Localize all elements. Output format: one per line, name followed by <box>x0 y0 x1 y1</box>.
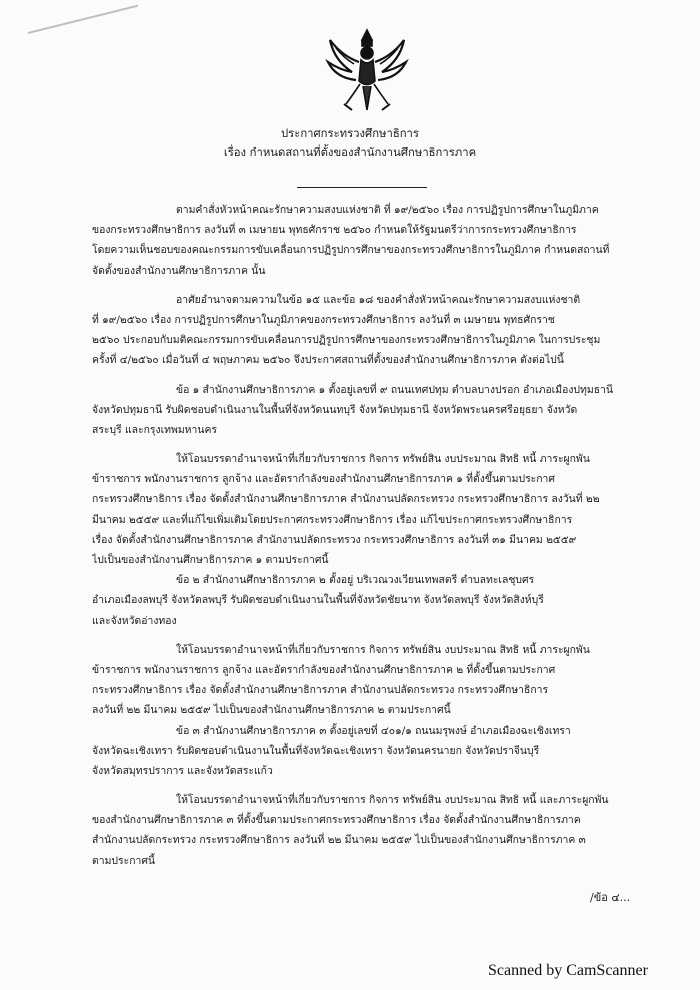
text-line: ของกระทรวงศึกษาธิการ ลงวันที่ ๓ เมษายน พุทธศักราช ๒๕๖๐ กำหนดให้รัฐมนตรีว่าการกระทรวงศึกษาธิการ <box>92 224 577 237</box>
text-line: สระบุรี และกรุงเทพมหานคร <box>92 423 217 436</box>
text-line: ข้อ ๑ สำนักงานศึกษาธิการภาค ๑ ตั้งอยู่เลขที่ ๙ ถนนเทศปทุม ตำบลบางปรอก อำเภอเมืองปทุมธานี <box>176 383 613 396</box>
paragraph-clause-3 <box>92 721 640 782</box>
text-line: ข้าราชการ พนักงานราชการ ลูกจ้าง และอัตรากำลังของสำนักงานศึกษาธิการภาค ๑ ที่ตั้งขึ้นตามประกาศ <box>92 473 555 486</box>
text-line: จังหวัดฉะเชิงเทรา รับผิดชอบดำเนินงานในพื้นที่จังหวัดฉะเชิงเทรา จังหวัดนครนายก จังหวัดปราจีนบุรี <box>92 744 540 757</box>
scanner-watermark: Scanned by CamScanner <box>488 962 648 979</box>
text-line: ลงวันที่ ๒๒ มีนาคม ๒๕๕๙ ไปเป็นของสำนักงานศึกษาธิการภาค ๒ ตามประกาศนี้ <box>92 704 451 717</box>
paragraph-authority <box>92 290 640 371</box>
text-line: กระทรวงศึกษาธิการ เรื่อง จัดตั้งสำนักงานศึกษาธิการภาค สำนักงานปลัดกระทรวง กระทรวงศึกษาธิการ <box>92 684 549 697</box>
announcement-title: ประกาศกระทรวงศึกษาธิการ <box>281 127 419 140</box>
paragraph-transfer-2 <box>92 640 640 721</box>
text-line: สำนักงานปลัดกระทรวง กระทรวงศึกษาธิการ ลงวันที่ ๒๒ มีนาคม ๒๕๕๙ ไปเป็นของสำนักงานศึกษาธิการภาค ๓ <box>92 834 586 847</box>
text-line: ที่ ๑๙/๒๕๖๐ เรื่อง การปฏิรูปการศึกษาในภูมิภาคของกระทรวงศึกษาธิการ ลงวันที่ ๓ เมษายน พุทธศักราช <box>92 313 555 326</box>
text-line: และจังหวัดอ่างทอง <box>92 614 177 627</box>
text-line: ตามคำสั่งหัวหน้าคณะรักษาความสงบแห่งชาติ ที่ ๑๙/๒๕๖๐ เรื่อง การปฏิรูปการศึกษาในภูมิภาค <box>176 204 599 216</box>
next-page-marker: /ข้อ ๔... <box>590 891 631 904</box>
announcement-subject: เรื่อง กำหนดสถานที่ตั้งของสำนักงานศึกษาธิการภาค <box>223 146 477 159</box>
announcement-body <box>92 200 640 871</box>
text-line: จังหวัดสมุทรปราการ และจังหวัดสระแก้ว <box>92 764 273 777</box>
text-line: มีนาคม ๒๕๕๙ และที่แก้ไขเพิ่มเติมโดยประกาศกระทรวงศึกษาธิการ เรื่อง แก้ไขประกาศกระทรวงศึกษาธิการ <box>92 513 573 526</box>
text-line: ของสำนักงานศึกษาธิการภาค ๓ ที่ตั้งขึ้นตามประกาศกระทรวงศึกษาธิการ เรื่อง จัดตั้งสำนักงานศึกษาธิการภาค <box>92 814 581 827</box>
text-line: ให้โอนบรรดาอำนาจหน้าที่เกี่ยวกับราชการ กิจการ ทรัพย์สิน งบประมาณ สิทธิ หนี้ ภาระผูกพัน <box>176 643 590 656</box>
text-line: กระทรวงศึกษาธิการ เรื่อง จัดตั้งสำนักงานศึกษาธิการภาค สำนักงานปลัดกระทรวง กระทรวงศึกษาธิการ ลงวันที่ ๒๒ <box>92 493 600 506</box>
text-line: ๒๕๖๐ ประกอบกับมติคณะกรรมการขับเคลื่อนการปฏิรูปการศึกษาของกระทรวงศึกษาธิการในภูมิภาค ในการประชุม <box>92 334 601 347</box>
text-line: ให้โอนบรรดาอำนาจหน้าที่เกี่ยวกับราชการ กิจการ ทรัพย์สิน งบประมาณ สิทธิ หนี้ และภาระผูกพัน <box>176 794 609 807</box>
text-line: ตามประกาศนี้ <box>92 854 156 867</box>
scan-edge-mark <box>28 0 138 34</box>
text-line: โดยความเห็นชอบของคณะกรรมการขับเคลื่อนการปฏิรูปการศึกษาของกระทรวงศึกษาธิการในภูมิภาค กำหนดสถานที่ <box>92 244 610 257</box>
text-line: ข้อ ๓ สำนักงานศึกษาธิการภาค ๓ ตั้งอยู่เลขที่ ๔๐๑/๑ ถนนมรุพงษ์ อำเภอเมืองฉะเชิงเทรา <box>176 724 571 737</box>
title-divider <box>297 187 427 188</box>
text-line: ข้อ ๒ สำนักงานศึกษาธิการภาค ๒ ตั้งอยู่ บริเวณวงเวียนเทพสตรี ตำบลทะเลชุบศร <box>176 574 535 587</box>
garuda-emblem-icon <box>322 26 412 114</box>
text-line: ให้โอนบรรดาอำนาจหน้าที่เกี่ยวกับราชการ กิจการ ทรัพย์สิน งบประมาณ สิทธิ หนี้ ภาระผูกพัน <box>176 453 590 466</box>
text-line: อำเภอเมืองลพบุรี จังหวัดลพบุรี รับผิดชอบดำเนินงานในพื้นที่จังหวัดชัยนาท จังหวัดลพบุรี จังหวัดสิงห์บุรี <box>92 594 544 607</box>
text-line: อาศัยอำนาจตามความในข้อ ๑๕ และข้อ ๑๘ ของคำสั่งหัวหน้าคณะรักษาความสงบแห่งชาติ <box>176 293 581 306</box>
paragraph-transfer-1 <box>92 449 640 570</box>
text-line: จัดตั้งของสำนักงานศึกษาธิการภาค นั้น <box>92 264 266 277</box>
text-line: ครั้งที่ ๔/๒๕๖๐ เมื่อวันที่ ๔ พฤษภาคม ๒๕๖๐ จึงประกาศสถานที่ตั้งของสำนักงานศึกษาธิการภาค ดังต่อไปนี้ <box>92 354 564 367</box>
text-line: เรื่อง จัดตั้งสำนักงานศึกษาธิการภาค สำนักงานปลัดกระทรวง กระทรวงศึกษาธิการ ลงวันที่ ๓๑ มีนาคม ๒๕๕๙ <box>92 533 577 546</box>
paragraph-transfer-3 <box>92 790 640 871</box>
paragraph-clause-2 <box>92 570 640 631</box>
text-line: จังหวัดปทุมธานี รับผิดชอบดำเนินงานในพื้นที่จังหวัดนนทบุรี จังหวัดปทุมธานี จังหวัดพระนครศรีอยุธยา จังหวัด <box>92 403 578 416</box>
text-line: ข้าราชการ พนักงานราชการ ลูกจ้าง และอัตรากำลังของสำนักงานศึกษาธิการภาค ๒ ที่ตั้งขึ้นตามประกาศ <box>92 663 556 676</box>
text-line: ไปเป็นของสำนักงานศึกษาธิการภาค ๑ ตามประกาศนี้ <box>92 554 329 566</box>
paragraph-clause-1 <box>92 380 640 441</box>
paragraph-preamble <box>92 200 640 281</box>
